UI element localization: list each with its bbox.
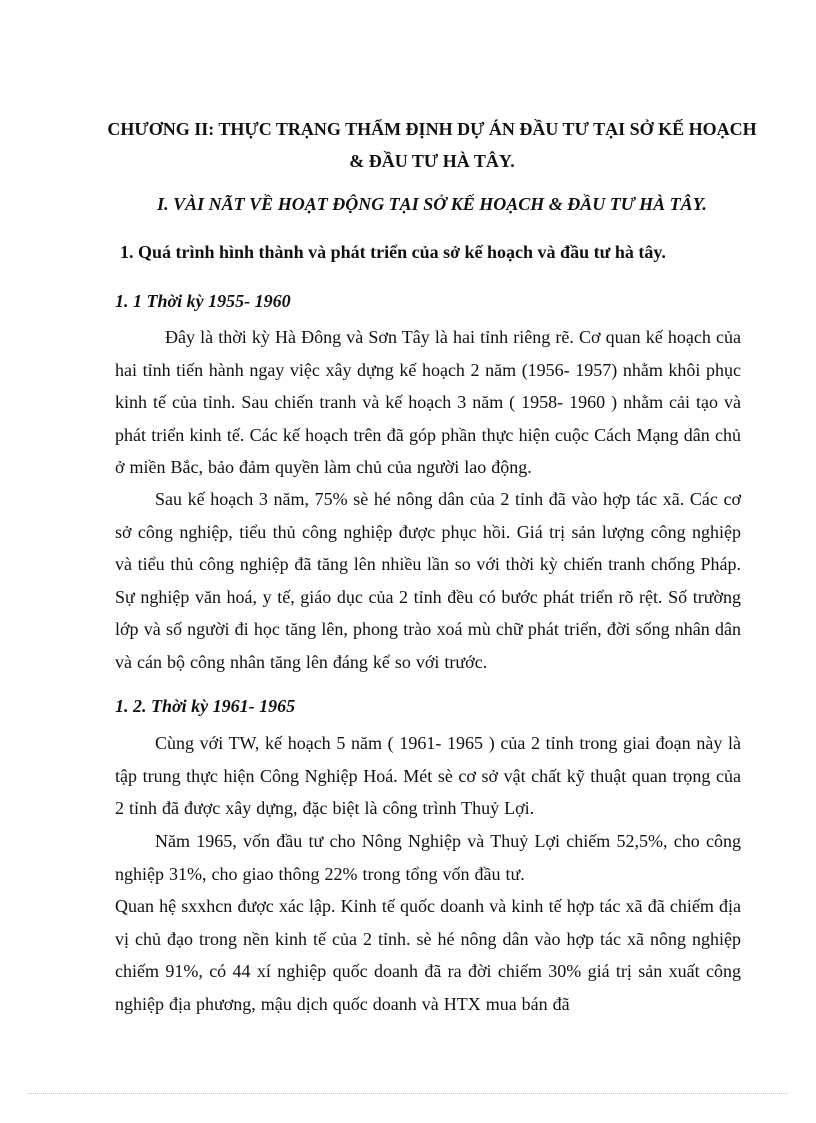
period-1-paragraph-1: Đây là thời kỳ Hà Đông và Sơn Tây là hai tỉnh riêng rẽ. Cơ quan kế hoạch của hai tỉnh tiến hành ngay việc xây dựng kế hoạch 2 năm (1956- 1957) nhằm khôi phục kinh tế của tỉnh. Sau chiến tranh và kế hoạch 3 năm ( 1958- 1960 ) nhằm cải tạo và phát triển kinh tế. Các kế hoạch trên đã góp phần thực hiện cuộc Cách Mạng dân chủ ở miền Bắc, bảo đảm quyền làm chủ của người lao động. — [115, 327, 741, 477]
section-title: I. VÀI NÃT VỀ HOẠT ĐỘNG TẠI SỞ KẾ HOẠCH & ĐẦU TƯ HÀ TÂY. — [157, 194, 707, 214]
period-2-paragraph-1: Cùng với TW, kế hoạch 5 năm ( 1961- 1965 ) của 2 tỉnh trong giai đoạn này là tập trung thực hiện Công Nghiệp Hoá. Mét sè cơ sở vật chất kỹ thuật quan trọng của 2 tỉnh đã được xây dựng, đặc biệt là công trình Thuỷ Lợi. — [115, 733, 741, 818]
period-1-paragraph-2: Sau kế hoạch 3 năm, 75% sè hé nông dân của 2 tỉnh đã vào hợp tác xã. Các cơ sở công nghiệp, tiểu thủ công nghiệp được phục hồi. Giá trị sản lượng công nghiệp và tiểu thủ công nghiệp đã tăng lên nhiều lần so với thời kỳ chiến tranh chống Pháp. Sự nghiệp văn hoá, y tế, giáo dục của 2 tỉnh đều có bước phát triển rõ rệt. Số trường lớp và số người đi học tăng lên, phong trào xoá mù chữ phát triển, đời sống nhân dân và cán bộ công nhân tăng lên đáng kể so với trước. — [115, 489, 741, 672]
page-bottom-divider — [28, 1093, 788, 1094]
period-1-heading: 1. 1 Thời kỳ 1955- 1960 — [115, 291, 291, 311]
period-2-paragraph-3: Quan hệ sxxhcn được xác lập. Kinh tế quốc doanh và kinh tế hợp tác xã đã chiếm địa vị chủ đạo trong nền kinh tế của 2 tỉnh. sè hé nông dân vào hợp tác xã nông nghiệp chiếm 91%, có 44 xí nghiệp quốc doanh đã ra đời chiếm 30% giá trị sản xuất công nghiệp địa phương, mậu dịch quốc doanh và HTX mua bán đã — [115, 896, 741, 1014]
period-2-paragraph-2: Năm 1965, vốn đầu tư cho Nông Nghiệp và Thuỷ Lợi chiếm 52,5%, cho công nghiệp 31%, cho giao thông 22% trong tổng vốn đầu tư. — [115, 831, 741, 884]
chapter-title: CHƯƠNG II: THỰC TRẠNG THẨM ĐỊNH DỰ ÁN ĐẦU TƯ TẠI SỞ KẾ HOẠCH & ĐẦU TƯ HÀ TÂY. — [107, 119, 757, 171]
period-2-heading: 1. 2. Thời kỳ 1961- 1965 — [115, 696, 296, 716]
subsection-title: 1. Quá trình hình thành và phát triển của sở kế hoạch và đầu tư hà tây. — [120, 242, 666, 262]
